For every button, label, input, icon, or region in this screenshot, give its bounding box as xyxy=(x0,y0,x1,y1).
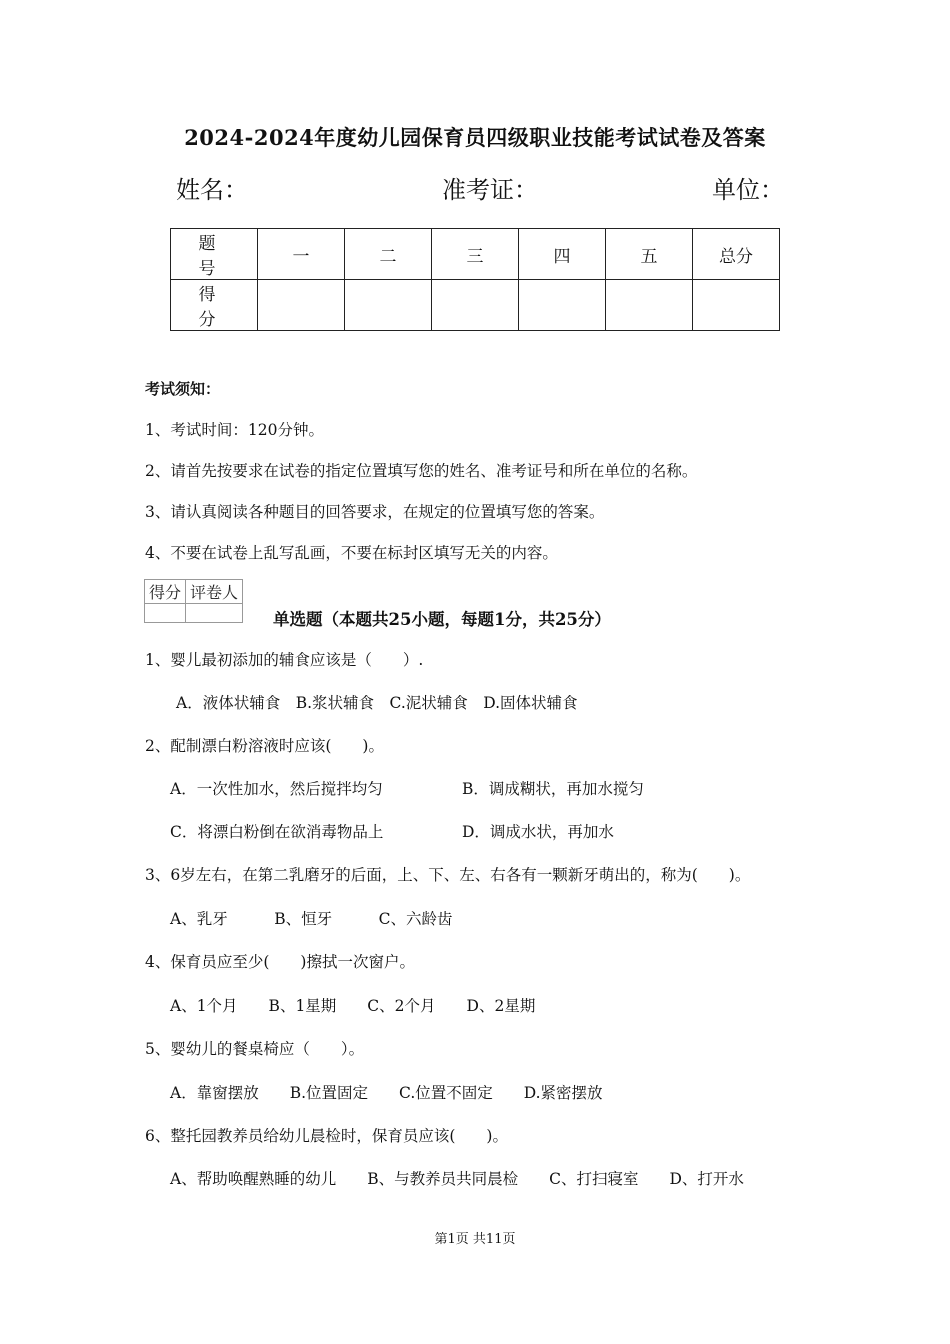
question-options: A、1个月 B、1星期 C、2个月 D、2星期 xyxy=(170,997,536,1015)
question-option: B．调成糊状，再加水搅匀 xyxy=(462,780,644,798)
notice-item: 4、不要在试卷上乱写乱画，不要在标封区填写无关的内容。 xyxy=(145,544,558,562)
question-options: A．液体状辅食 B.浆状辅食 C.泥状辅食 D.固体状辅食 xyxy=(176,694,578,712)
score-table-cell: 五 xyxy=(606,229,693,280)
score-table-cell: 四 xyxy=(519,229,606,280)
question-text: 2、配制漂白粉溶液时应该( )。 xyxy=(145,737,384,755)
question-option: D．调成水状，再加水 xyxy=(462,823,614,841)
name-label: 姓名： xyxy=(176,176,248,204)
score-input-cell[interactable] xyxy=(693,280,780,331)
score-table xyxy=(170,228,780,331)
question-options: A．靠窗摆放 B.位置固定 C.位置不固定 D.紧密摆放 xyxy=(170,1084,603,1102)
section-title: 单选题（本题共25小题，每题1分，共25分） xyxy=(273,610,611,629)
question-text: 5、婴幼儿的餐桌椅应（ ）。 xyxy=(145,1040,365,1058)
score-table-cell: 一 xyxy=(258,229,345,280)
score-input-cell[interactable] xyxy=(519,280,606,331)
grader-box xyxy=(144,579,243,623)
score-table-cell: 三 xyxy=(432,229,519,280)
question-options: A、乳牙 B、恒牙 C、六龄齿 xyxy=(170,910,453,928)
notice-heading: 考试须知： xyxy=(145,380,221,398)
score-table-score-row xyxy=(171,280,780,331)
score-input-cell[interactable] xyxy=(345,280,432,331)
question-text: 3、6岁左右，在第二乳磨牙的后面，上、下、左、右各有一颗新牙萌出的，称为( )。 xyxy=(145,866,751,884)
score-table-cell: 总分 xyxy=(693,229,780,280)
unit-label: 单位： xyxy=(712,176,784,204)
ticket-label: 准考证： xyxy=(442,176,538,204)
question-text: 1、婴儿最初添加的辅食应该是（ ）. xyxy=(145,651,424,669)
grader-score-cell[interactable] xyxy=(145,604,186,623)
question-option: A．一次性加水，然后搅拌均匀 xyxy=(170,780,383,798)
score-input-cell[interactable] xyxy=(606,280,693,331)
page-title: 2024-2024年度幼儿园保育员四级职业技能考试试卷及答案 xyxy=(184,125,766,150)
score-table-cell: 二 xyxy=(345,229,432,280)
score-table-cell: 得 分 xyxy=(171,280,258,331)
page-footer: 第1页 共11页 xyxy=(434,1232,516,1247)
grader-name-label: 评卷人 xyxy=(186,580,243,604)
question-text: 4、保育员应至少( )擦拭一次窗户。 xyxy=(145,953,415,971)
score-input-cell[interactable] xyxy=(258,280,345,331)
score-input-cell[interactable] xyxy=(432,280,519,331)
question-option: C．将漂白粉倒在欲消毒物品上 xyxy=(170,823,384,841)
notice-item: 2、请首先按要求在试卷的指定位置填写您的姓名、准考证号和所在单位的名称。 xyxy=(145,462,698,480)
grader-name-cell[interactable] xyxy=(186,604,243,623)
grader-score-label: 得分 xyxy=(145,580,186,604)
notice-item: 1、考试时间：120分钟。 xyxy=(145,421,324,439)
question-text: 6、整托园教养员给幼儿晨检时，保育员应该( )。 xyxy=(145,1127,508,1145)
score-table-header-row xyxy=(171,229,780,280)
question-options: A、帮助唤醒熟睡的幼儿 B、与教养员共同晨检 C、打扫寝室 D、打开水 xyxy=(170,1170,744,1188)
notice-item: 3、请认真阅读各种题目的回答要求，在规定的位置填写您的答案。 xyxy=(145,503,605,521)
score-table-cell: 题 号 xyxy=(171,229,258,280)
